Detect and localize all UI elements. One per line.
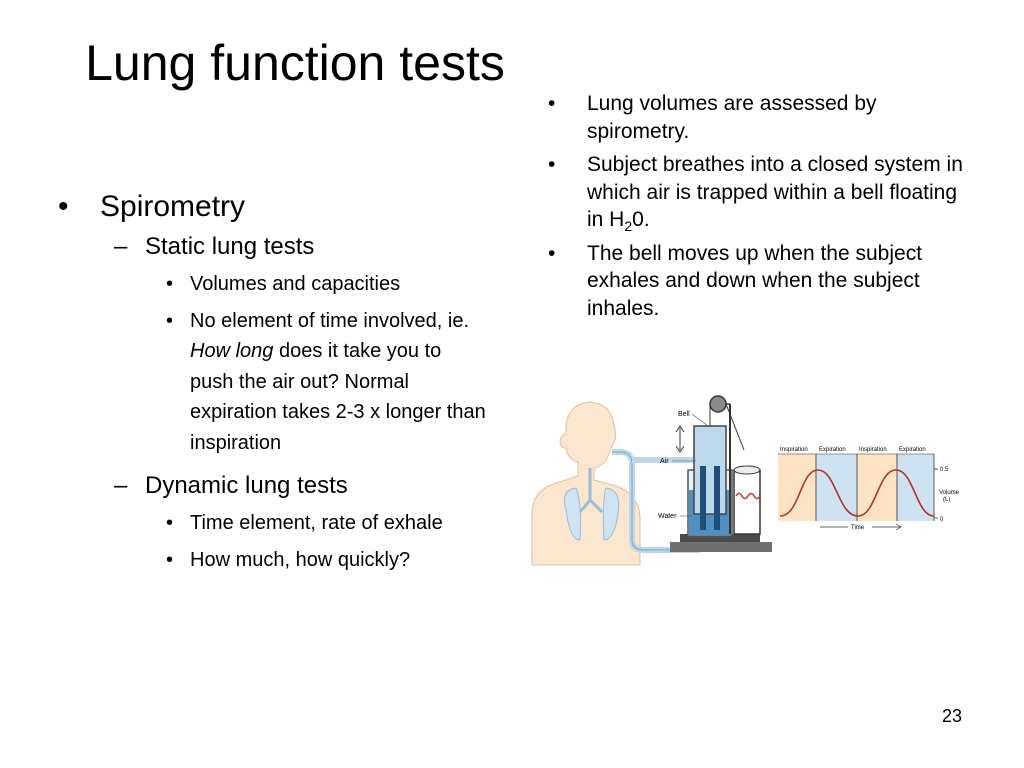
y-tick-label: 0 (940, 517, 944, 523)
volume-trace-chart (778, 447, 960, 531)
y-axis-label: Volume (939, 490, 960, 496)
bullet-dot: • (548, 92, 556, 115)
bullet-dot: • (166, 273, 174, 295)
label-air: Air (660, 458, 669, 465)
up-down-arrow-icon (676, 426, 684, 452)
page-number: 23 (941, 706, 962, 726)
recording-drum (734, 470, 760, 534)
x-axis-label: Time (851, 525, 865, 531)
emphasis-how-long: How long (190, 340, 274, 362)
item-no-time-element: • No element of time involved, ie. How long does it take you to push the air out? Normal expiration takes 2-3 x longer than inspiration (58, 306, 488, 459)
spirometer-illustration (520, 390, 960, 570)
phase-label: Inspiration (859, 447, 887, 453)
bullet-dot: • (58, 190, 69, 223)
dash-bullet: – (114, 233, 128, 260)
subscript-2: 2 (624, 218, 633, 235)
bullet-bell-moves: • The bell moves up when the subject exhales and down when the subject inhales. (548, 241, 923, 320)
slide-title: Lung function tests (85, 35, 505, 91)
bell (694, 426, 726, 514)
right-bullet-list (548, 90, 968, 328)
item-time-element: • Time element, rate of exhale (58, 508, 488, 539)
dash-bullet: – (114, 472, 128, 499)
phase-label: Inspiration (780, 447, 808, 453)
bullet-dot: • (166, 512, 174, 534)
phase-label: Expiration (899, 447, 926, 453)
bullet-lung-volumes: • Lung volumes are assessed by spirometry. (548, 92, 877, 143)
spirometer-base (670, 542, 772, 552)
bullet-spirometry: • Spirometry (58, 185, 488, 229)
left-bullet-list (58, 185, 488, 575)
bullet-dot: • (548, 153, 556, 176)
y-tick-label: 0.5 (940, 467, 949, 473)
bullet-dot: • (166, 548, 174, 571)
label-bell: Bell (678, 411, 690, 418)
phase-label: Expiration (819, 447, 846, 453)
bullet-dot: • (548, 241, 556, 265)
subbullet-static-tests: – Static lung tests (58, 231, 488, 263)
person-figure (532, 402, 640, 565)
y-axis-unit: (L) (943, 497, 951, 503)
pulley (710, 396, 726, 412)
bullet-dot: • (166, 309, 174, 332)
bullet-closed-system: • Subject breathes into a closed system in which air is trapped within a bell floating in $H_20$. (548, 153, 963, 235)
item-volumes: • Volumes and capacities (58, 269, 488, 300)
subbullet-dynamic-tests: – Dynamic lung tests (58, 470, 488, 502)
label-water: Water (658, 513, 677, 520)
item-how-much: • How much, how quickly? (58, 545, 488, 576)
